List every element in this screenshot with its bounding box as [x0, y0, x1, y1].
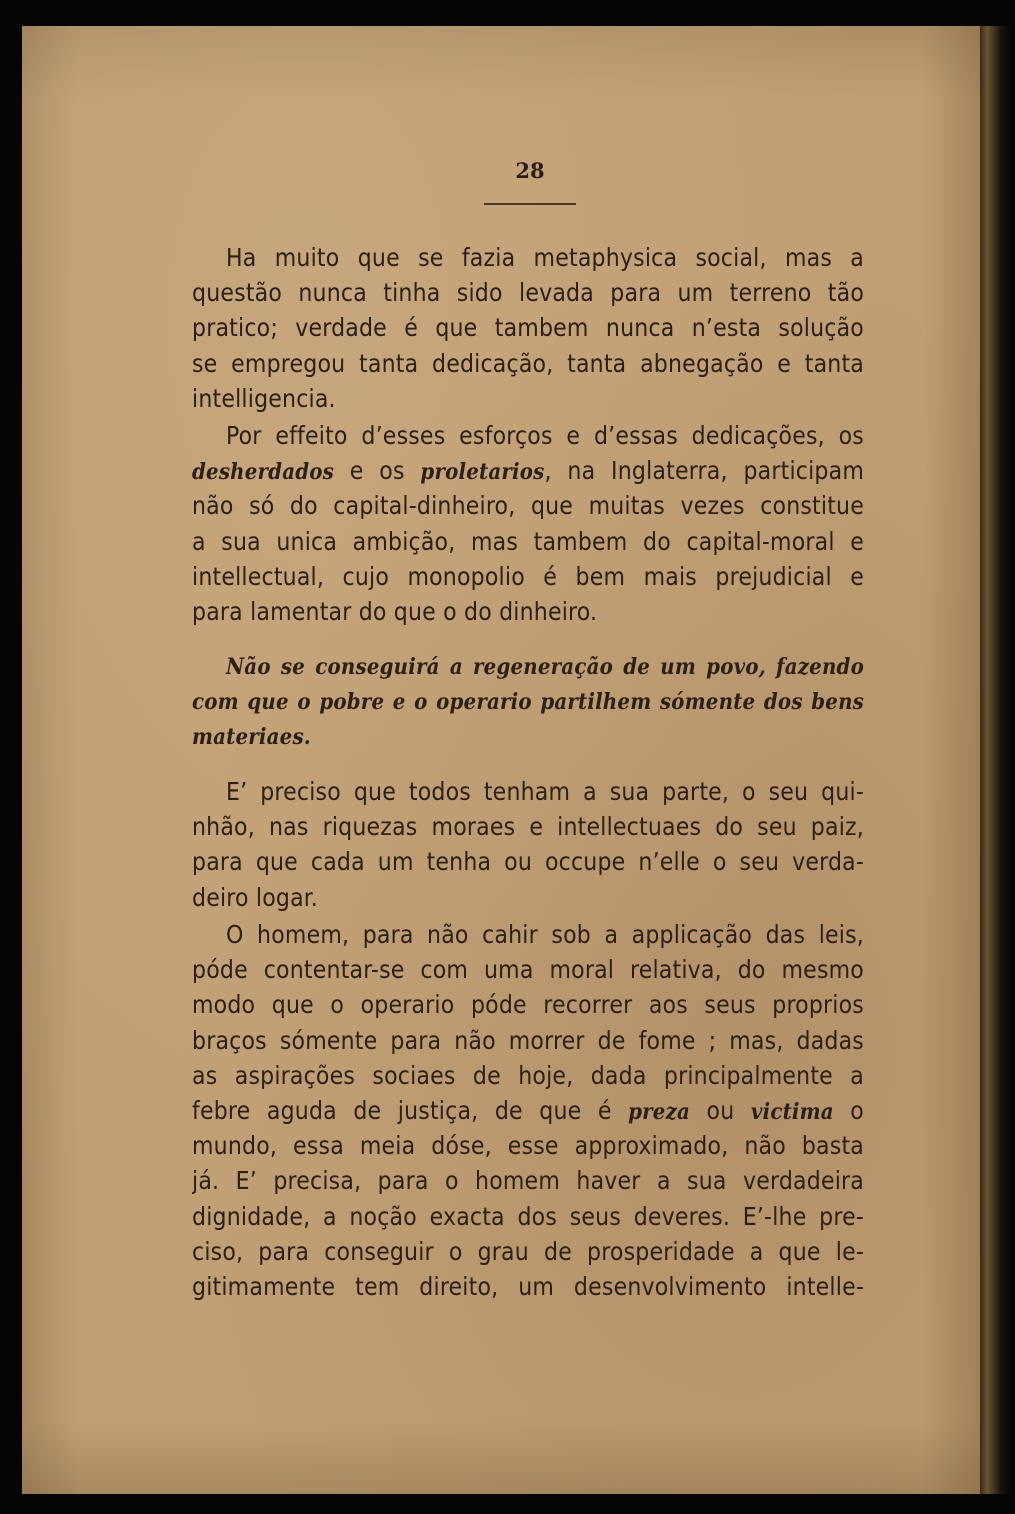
text-line: pratico; verdade é que tambem nunca n’esta solução — [192, 313, 864, 343]
italic-paragraph — [192, 650, 864, 756]
text-line — [192, 453, 864, 488]
text-line: já. E’ precisa, para o homem haver a sua verdadeira — [192, 1166, 864, 1196]
italic-word: proletarios — [420, 459, 545, 486]
text-line: E’ preciso que todos tenham a sua parte, o seu qui- — [226, 777, 864, 806]
text-line: intellectual, cujo monopolio é bem mais prejudicial e — [192, 561, 864, 591]
paragraph-1 — [192, 240, 864, 416]
text-fragment: , na Inglaterra, participam — [544, 456, 864, 486]
text-line: intelligencia. — [192, 383, 336, 413]
text-line: mundo, essa meia dóse, esse approximado, não basta — [192, 1131, 864, 1161]
text-line: as aspirações sociaes de hoje, dada principalmente a — [192, 1060, 864, 1090]
text-line: para lamentar do que o do dinheiro. — [192, 596, 598, 626]
text-line: com que o pobre e o operario partilhem sómente dos bens — [192, 689, 864, 716]
text-line: deiro logar. — [192, 882, 319, 912]
header-rule — [484, 203, 576, 205]
text-fragment: febre aguda de justiça, de que é — [192, 1095, 629, 1125]
italic-word: preza — [628, 1098, 691, 1125]
text-line: braços sómente para não morrer de fome ; mas, dadas — [192, 1025, 864, 1055]
text-line: se empregou tanta dedicação, tanta abnegação e tanta — [192, 348, 864, 378]
text-line: Não se conseguirá a regeneração de um povo, fazendo — [226, 654, 864, 680]
text-line: a sua unica ambição, mas tambem do capital-moral e — [192, 526, 864, 556]
paragraph-2 — [192, 418, 864, 629]
text-line: Ha muito que se fazia metaphysica social, mas a — [226, 243, 864, 272]
text-line: questão nunca tinha sido levada para um terreno tão — [192, 278, 864, 308]
text-line: póde contentar-se com uma moral relativa, do mesmo — [192, 955, 864, 985]
text-line: O homem, para não cahir sob a applicação das leis, — [226, 920, 864, 949]
text-fragment: o — [833, 1095, 864, 1125]
book-spine-edge — [980, 26, 1015, 1494]
paragraph-4 — [192, 774, 864, 915]
text-line: materiaes. — [192, 724, 311, 751]
text-line: nhão, nas riquezas moraes e intellectuaes do seu paiz, — [192, 812, 864, 842]
paragraph-5 — [192, 917, 864, 1304]
italic-word: victima — [750, 1098, 834, 1125]
text-fragment: e os — [334, 456, 421, 486]
text-line: não só do capital-dinheiro, que muitas vezes constitue — [192, 491, 864, 521]
text-line — [192, 1093, 864, 1128]
text-line: modo que o operario póde recorrer aos seus proprios — [192, 990, 864, 1020]
text-fragment: ou — [690, 1095, 751, 1125]
page-number: 28 — [515, 158, 545, 183]
text-line: dignidade, a noção exacta dos seus deveres. E’-lhe pre- — [192, 1201, 864, 1231]
text-line: gitimamente tem direito, um desenvolvimento intelle- — [192, 1271, 864, 1301]
text-line: ciso, para conseguir o grau de prosperidade a que le- — [192, 1236, 864, 1266]
text-line: para que cada um tenha ou occupe n’elle o seu verda- — [192, 847, 864, 877]
italic-word: desherdados — [192, 459, 335, 486]
text-line: Por effeito d’esses esforços e d’essas dedicações, os — [226, 421, 864, 450]
